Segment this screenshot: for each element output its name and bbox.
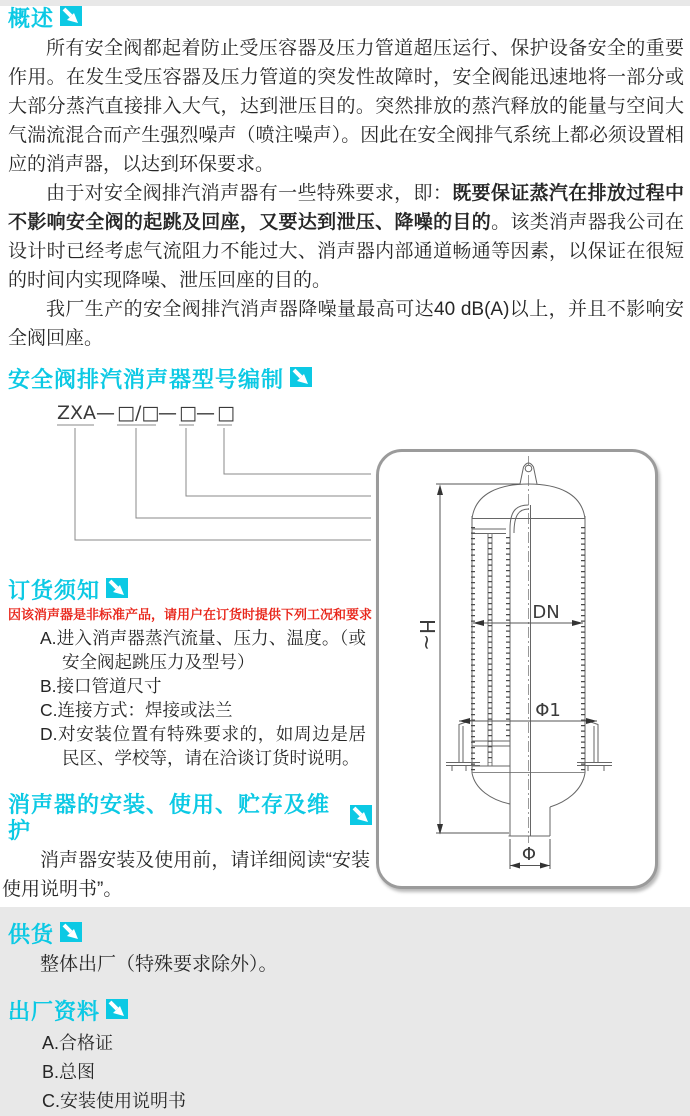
arrow-badge-icon: [106, 578, 128, 604]
model-code-seg3: □: [179, 402, 197, 424]
ordering-heading-text: 订货须知: [8, 578, 101, 603]
docs-heading: [8, 999, 372, 1025]
overview-p2-post: 。该类消声器我公司在设计时已经考虑气流阻力不能过大、消声器内部通道畅通等因素，以保证在很短的时间内实现降噪、泄压回座的目的。: [8, 212, 684, 291]
arrow-badge-icon: [290, 367, 312, 393]
model-code-sep: —: [96, 402, 115, 424]
arrow-badge-icon: [60, 6, 82, 32]
overview-paragraph-3: 我厂生产的安全阀排汽消声器降噪量最高可达40 dB(A)以上，并且不影响安全阀回座。: [8, 299, 684, 349]
ordering-item-a: A.进入消声器蒸汽流量、压力、温度。（或安全阀起跳压力及型号）: [40, 628, 366, 672]
model-code-seg2: □/□: [117, 402, 160, 424]
model-code-prefix: ZXA: [57, 402, 97, 424]
overview-p2-pre: 由于对安全阀排汽消声器有一些特殊要求，即：: [46, 183, 453, 204]
dim-phi1-label: Φ1: [535, 700, 561, 721]
dim-phi-arrow-left: [510, 863, 520, 869]
docs-item-c: C.安装使用说明书: [42, 1091, 186, 1111]
supply-heading-text: 供货: [8, 922, 55, 947]
model-heading-text: 安全阀排汽消声器型号编制: [8, 367, 285, 392]
arrow-badge-icon: [60, 922, 82, 948]
model-code-sep: —: [158, 402, 177, 424]
install-heading: [8, 792, 372, 844]
docs-item-a: A.合格证: [42, 1033, 114, 1053]
ordering-heading: [8, 578, 372, 604]
docs-heading-text: 出厂资料: [8, 999, 101, 1024]
overview-paragraph-2: [8, 179, 684, 295]
model-connector-lines: [75, 428, 371, 540]
overview-paragraph-1: 所有安全阀都起着防止受压容器及压力管道超压运行、保护设备安全的重要作用。在发生受压容器及压力管道的突发性故障时，安全阀能迅速地将一部分或大部分蒸汽直接排入大气，达到泄压目的。突然排放的蒸汽释放的能量与空间大气湍流混合而产生强烈噪声（喷注噪声）。因此在安全阀排气系统上都必须设置相应的消声器，以达到环保要求。: [8, 38, 684, 175]
ordering-item-b: B.接口管道尺寸: [40, 676, 162, 696]
dim-height-label: H~: [415, 619, 439, 651]
ordering-list: [0, 626, 372, 770]
docs-item-b: B.总图: [42, 1062, 96, 1082]
ordering-item-c: C.连接方式：焊接或法兰: [40, 700, 233, 720]
docs-list: [0, 1029, 372, 1116]
overview-p2-bold: 既要保证蒸汽在排放过程中不影响安全阀的起跳及回座，又要达到泄压、降噪的目的: [8, 183, 684, 233]
ordering-note: 因该消声器是非标准产品，请用户在订货时提供下列工况和要求: [8, 607, 373, 622]
overview-heading: [8, 6, 690, 32]
supply-heading: [8, 922, 372, 948]
dim-phi-label: Φ: [521, 844, 537, 865]
arrow-badge-icon: [350, 805, 372, 831]
arrow-badge-icon: [106, 999, 128, 1025]
model-heading: [8, 367, 690, 393]
dim-height-arrow-top: [437, 485, 443, 496]
ordering-item-d: D.对安装位置有特殊要求的，如周边是居民区、学校等，请在洽谈订货时说明。: [40, 724, 366, 768]
install-heading-text: 消声器的安装、使用、贮存及维护: [8, 792, 331, 843]
catalog-page: [0, 6, 690, 1111]
left-column: [0, 578, 372, 1116]
dim-phi-arrow-right: [540, 863, 550, 869]
silencer-drawing-box: [376, 449, 658, 889]
overview-heading-text: 概述: [8, 6, 55, 31]
install-body: 消声器安装及使用前，请详细阅读“安装使用说明书”。: [2, 850, 370, 900]
silencer-technical-drawing: [376, 449, 658, 889]
model-code-seg4: □: [217, 402, 235, 424]
supply-body: 整体出厂（特殊要求除外）。: [40, 954, 278, 975]
dim-dn-label: DN: [532, 602, 560, 623]
model-code-sep: —: [196, 402, 215, 424]
